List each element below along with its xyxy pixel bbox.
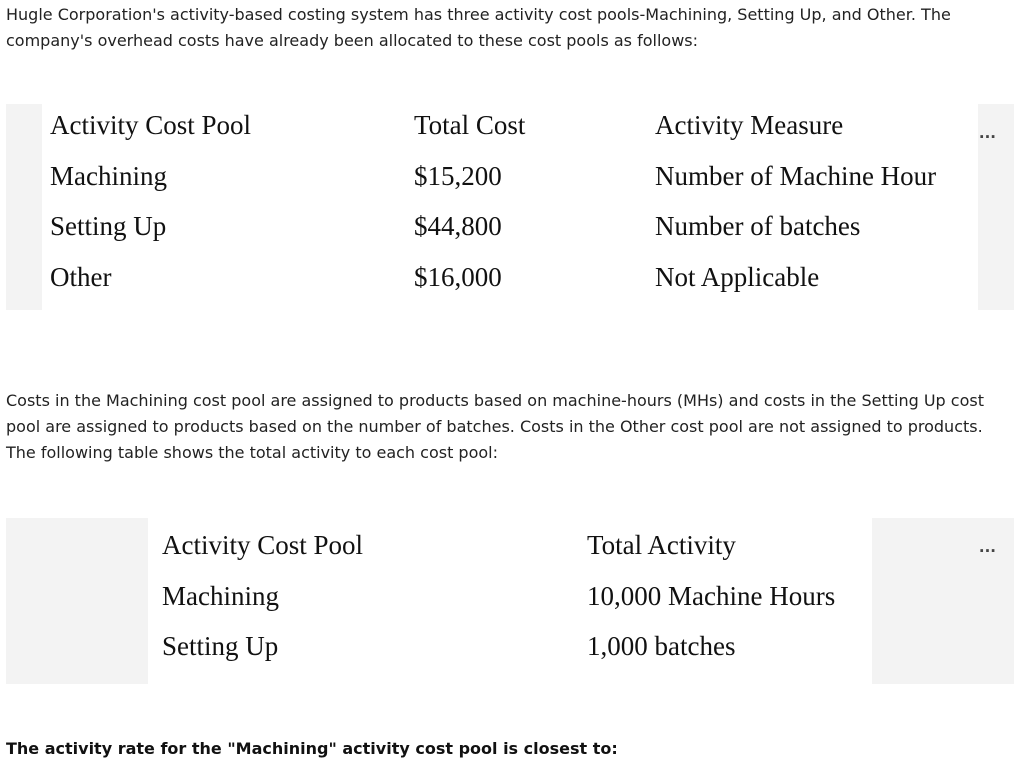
table1-header-cost: Total Cost bbox=[414, 110, 526, 140]
activity-table bbox=[148, 518, 872, 684]
table2-row1-activity: 10,000 Machine Hours bbox=[587, 581, 836, 611]
table1-row1-pool: Machining bbox=[50, 161, 167, 191]
middle-paragraph: Costs in the Machining cost pool are assigned to products based on machine-hours (MHs) and costs in the Setting Up cost pool are assigned to products based on the number of batches. Costs in the Other cost pool are not assigned to products. The following table shows the total activity to each cost pool: bbox=[6, 391, 984, 462]
question-prompt: The activity rate for the "Machining" activity cost pool is closest to: bbox=[6, 739, 618, 758]
table1-row2-pool: Setting Up bbox=[50, 211, 167, 241]
table1-row1-cost: $15,200 bbox=[414, 161, 502, 191]
table1-row3-cost: $16,000 bbox=[414, 262, 502, 292]
activity-table-image bbox=[6, 518, 1014, 684]
table1-row1-measure: Number of Machine Hour bbox=[655, 161, 937, 191]
table2-header-activity: Total Activity bbox=[587, 530, 736, 560]
table2-header-pool: Activity Cost Pool bbox=[162, 530, 364, 560]
table1-row2-measure: Number of batches bbox=[655, 211, 861, 241]
table1-row3-measure: Not Applicable bbox=[655, 262, 820, 292]
intro-paragraph: Hugle Corporation's activity-based costing system has three activity cost pools-Machining, Setting Up, and Other. The company's overhead costs have already been allocated to these cost pools as follows: bbox=[6, 5, 951, 50]
table2-row1-pool: Machining bbox=[162, 581, 279, 611]
table1-more-options-icon[interactable]: ... bbox=[978, 124, 996, 142]
table1-header-pool: Activity Cost Pool bbox=[50, 110, 252, 140]
table1-header-measure: Activity Measure bbox=[655, 110, 844, 140]
table1-row2-cost: $44,800 bbox=[414, 211, 502, 241]
table1-row3-pool: Other bbox=[50, 262, 112, 292]
table2-more-options-icon[interactable]: ... bbox=[978, 538, 996, 556]
table2-row2-pool: Setting Up bbox=[162, 631, 279, 661]
cost-pool-table-image bbox=[6, 104, 1014, 310]
table2-row2-activity: 1,000 batches bbox=[587, 631, 736, 661]
cost-pool-table bbox=[42, 104, 978, 310]
